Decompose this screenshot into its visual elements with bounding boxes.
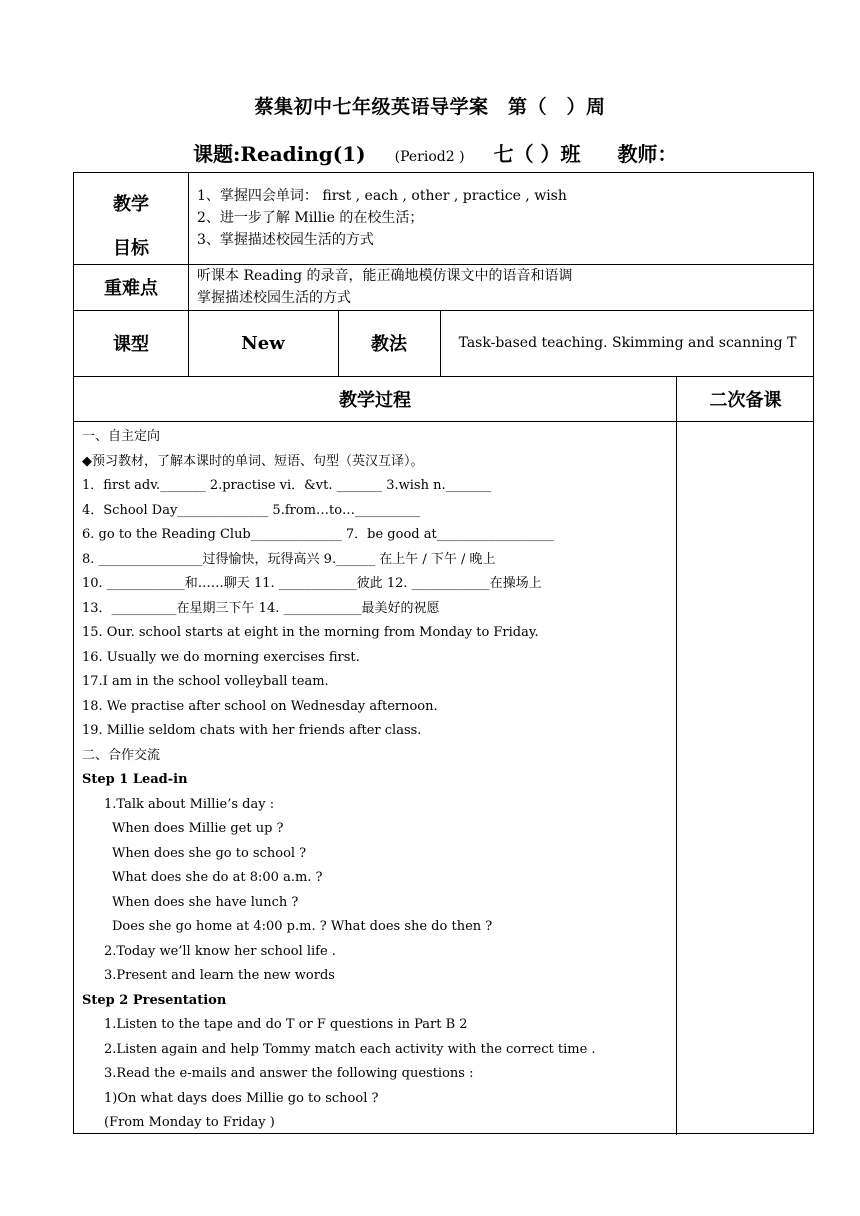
section-heading: 一、自主定向	[82, 429, 161, 444]
sentence-line: 18. We practise after school on Wednesday afternoon.	[82, 698, 438, 714]
keypoint-line: 听课本 Reading 的录音，能正确地模仿课文中的语音和语调	[197, 268, 573, 284]
keypoints-label: 重难点	[104, 278, 158, 299]
notes-header: 二次备课	[709, 389, 782, 411]
document-title: 蔡集初中七年级英语导学案 第（ ）周	[254, 96, 606, 118]
question-line: When does Millie get up ?	[112, 821, 284, 836]
step-item: 2.Listen again and help Tommy match each activity with the correct time .	[104, 1041, 596, 1057]
goals-label-top: 教学	[113, 194, 149, 215]
section-heading: 二、合作交流	[82, 747, 161, 763]
sentence-line: 19. Millie seldom chats with her friends after class.	[82, 723, 422, 738]
row-divider	[74, 421, 813, 422]
step-item: 1.Listen to the tape and do T or F questions in Part B 2	[104, 1017, 468, 1032]
exercise-line: 1．first adv._______ 2.practise vi．&vt. _______ 3.wish n._______	[82, 478, 492, 493]
teacher-label: 教师：	[617, 142, 678, 166]
step-heading: Step 1 Lead-in	[82, 772, 188, 787]
exercise-line: 10. ____________和……聊天 11. ____________彼此 12. ____________在操场上	[82, 576, 542, 591]
exercise-line: 13．__________在星期三下午 14. ____________最美好的祝愿	[82, 600, 440, 616]
process-header: 教学过程	[339, 389, 411, 411]
goals-label	[74, 183, 188, 271]
question-line: When does she go to school ?	[112, 845, 307, 861]
sentence-line: 15. Our. school starts at eight in the morning from Monday to Friday.	[82, 625, 539, 640]
keypoint-line: 掌握描述校园生活的方式	[197, 290, 351, 306]
step-item: 3.Read the e-mails and answer the following questions :	[104, 1066, 474, 1081]
keypoints-content	[197, 265, 807, 309]
step-item: 1.Talk about Millie’s day :	[104, 796, 275, 812]
question-line: What does she do at 8:00 a.m. ?	[112, 870, 323, 885]
answer-line: (From Monday to Friday )	[104, 1115, 275, 1130]
goal-line: 1、掌握四会单词： first , each , other , practice , wish	[197, 188, 567, 204]
goal-line: 3、掌握描述校园生活的方式	[197, 232, 374, 248]
step-item: 3.Present and learn the new words	[104, 968, 335, 983]
exercise-line: 8. ________________过得愉快，玩得高兴 9.______ 在上午 / 下午 / 晚上	[82, 551, 496, 567]
method-value: Task-based teaching. Skimming and scanning T	[458, 335, 797, 351]
period-label: (Period2 )	[394, 149, 465, 165]
sentence-line: 17.I am in the school volleyball team.	[82, 674, 329, 689]
lesson-label: 课题:Reading(1)	[193, 142, 366, 166]
exercise-line: 4．School Day______________ 5.from…to…__________	[82, 502, 421, 518]
goal-line: 2、进一步了解 Millie 的在校生活；	[197, 210, 424, 226]
col-divider	[676, 376, 677, 1135]
lesson-title-row	[193, 138, 677, 167]
instruction-line: ◆预习教材，了解本课时的单词、短语、句型（英汉互译）。	[82, 453, 424, 469]
class-label: 七（ ）班	[493, 142, 581, 166]
question-line: 1)On what days does Millie go to school ?	[104, 1090, 379, 1106]
exercise-line: 6. go to the Reading Club______________ 7．be good at__________________	[82, 527, 554, 542]
lesson-type-value: New	[241, 332, 285, 354]
step-item: 2.Today we’ll know her school life .	[104, 943, 336, 959]
lesson-plan-table	[73, 172, 814, 1134]
lesson-type-label: 课型	[113, 334, 149, 355]
question-line: When does she have lunch ?	[112, 894, 299, 910]
goals-content	[197, 185, 807, 251]
step-heading: Step 2 Presentation	[82, 992, 227, 1008]
process-content	[82, 425, 672, 1136]
goals-label-bottom: 目标	[113, 238, 149, 259]
method-label: 教法	[371, 334, 407, 355]
sentence-line: 16. Usually we do morning exercises first.	[82, 649, 360, 665]
question-line: Does she go home at 4:00 p.m. ? What does she do then ?	[112, 919, 493, 934]
